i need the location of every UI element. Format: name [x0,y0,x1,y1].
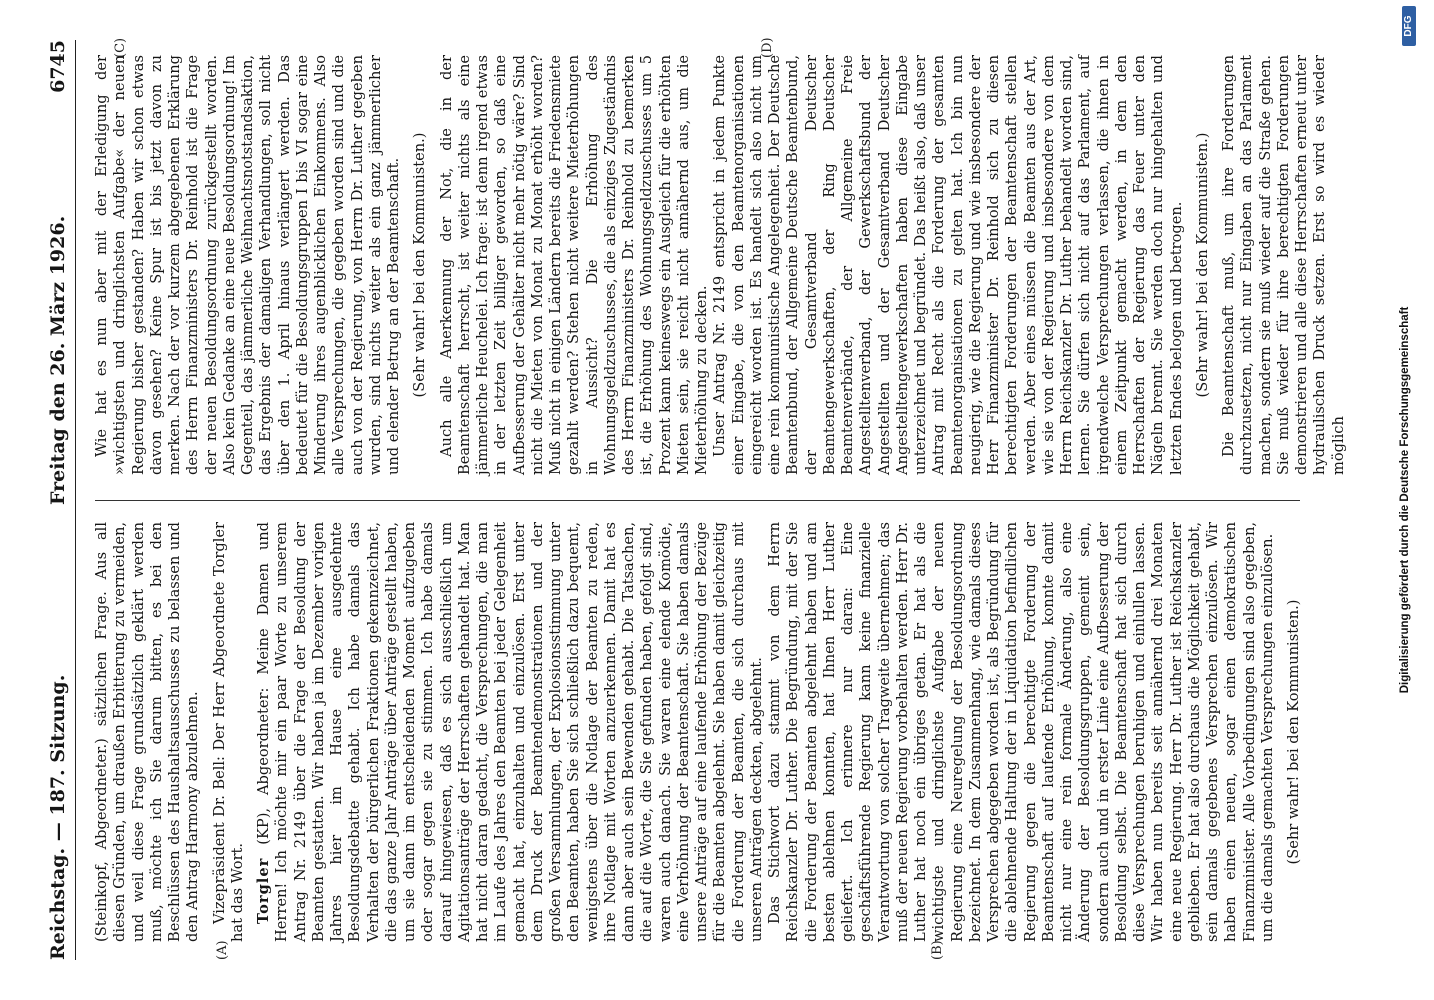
interjection: (Sehr wahr! bei den Kommunisten.) [411,132,429,398]
paragraph: Wie hat es nun aber mit der Erledigung der »wichtigsten und dringlichsten Aufgabe« der neuen Regierung bisher gestanden? Haben wir schon etwas davon gesehen? Keine Spur ist bis jetzt davon zu merken. Nach der vor kurzem abgegebenen Erklärung des Herrn Finanzministers Dr. Reinhold ist die Frage der neuen Besoldungsordnung zurückgestellt worden. Also kein Gedanke an eine neue Besoldungsordnung! Im Gegenteil, das jämmerliche Weihnachtsnotstandsaktion, das Ergebnis der damaligen Verhandlungen, soll nicht über den 1. April hinaus verlängert werden. Das bedeutet für die Besoldungsgruppen I bis VI sogar eine Minderung ihres augenblicklichen Einkommens. Also alle Versprechungen, die gegeben worden sind und die auch von der Regierung, von Herrn Dr. Luther gegeben wurden, sind nichts weiter als ein ganz jämmerlicher und elender Betrug an der Beamtenschaft. [93,55,402,475]
interjection: (Sehr wahr! bei den Kommunisten.) [1285,599,1302,865]
margin-mark-d: (D) [760,37,775,58]
left-column [93,522,1313,942]
page-number: 6745 [47,40,69,93]
column-divider [95,500,1300,501]
paragraph: Das Stichwort dazu stammt von dem Herrn Reichskanzler Dr. Luther. Die Begründung, mit der Sie die Forderung der Beamten abgelehnt haben und am besten ablehnen konnten, hat Ihnen Herr Luther geliefert. Ich erinnere nur daran: Eine geschäftsführende Regierung kann keine finanzielle Verantwortung von solcher Tragweite übernehmen; das muß der neuen Regierung vorbehalten werden. Herr Dr. Luther hat noch ein übriges getan. Er hat als die wichtigste und dringlichste Aufgabe der neuen Regierung eine Neuregelung der Besoldungsordnung bezeichnet. In dem Zusammenhang, wie damals dieses Versprechen abgegeben worden ist, als Begründung für die ablehnende Haltung der in Liquidation befindlichen Regierung gegen die berechtigte Forderung der Beamtenschaft auf laufende Erhöhung, konnte damit nicht nur eine rein formale Änderung, also eine Änderung der Besoldungsgruppen, gemeint sein, sondern auch und in erster Linie eine Aufbesserung der Besoldung selbst. Die Beamtenschaft hat sich durch diese Versprechungen beruhigen und einlullen lassen. Wir haben nun bereits seit annähernd drei Monaten eine neue Regierung. Herr Dr. Luther ist Reichskanzler geblieben. Er hat also durchaus die Möglichkeit gehabt, sein damals gegebenes Versprechen einzulösen. Wir haben einen neuen, sogar einen demokratischen Finanzminister. Alle Vorbedingungen sind also gegeben, um die damals gemachten Versprechungen einzulösen. [766,522,1276,942]
interjection: (Sehr wahr! bei den Kommunisten.) [1193,132,1211,398]
paragraph: Auch alle Anerkennung der Not, die in der Beamtenschaft herrscht, ist weiter nichts als eine jämmerliche Heuchelei. Ich frage: ist denn irgend etwas in der letzten Zeit billiger geworden, so daß eine Aufbesserung der Gehälter nicht mehr nötig wäre? Sind nicht die Mieten von Monat zu Monat erhöht worden? Muß nicht in einigen Ländern bereits die Friedensmiete gezahlt werden? Stehen nicht weitere Mieterhöhungen in Aussicht? Die Erhöhung des Wohnungsgeldzuschusses, die als einziges Zugeständnis des Herrn Finanzministers Dr. Reinhold zu bemerken ist, die Erhöhung des Wohnungsgeldzuschusses um 5 Prozent kann keineswegs ein Ausgleich für die erhöhten Mieten sein, sie reicht nicht annähernd aus, um die Mieterhöhung zu decken. [437,55,710,475]
margin-mark-c: (C) [113,37,128,58]
header-session: Reichstag. — 187. Sitzung. [47,674,69,960]
header-date: Freitag den 26. März 1926. [47,215,69,505]
margin-mark-a: (A) [215,940,230,960]
paragraph-vizepraesident: Vizepräsident Dr. Bell: Der Herr Abgeordnete Torgler hat das Wort. [210,522,246,942]
paragraph: (Steinkopf, Abgeordneter.) sätzlichen Frage. Aus all diesen Gründen, um draußen Erbitterung zu vermeiden, und weil diese Frage grundsätzlich geklärt werden muß, möchte ich Sie darum bitten, es bei den Beschlüssen des Haushaltsausschusses zu belassen und den Antrag Harmony abzulehnen. [93,522,202,942]
digitization-note: Digitalisierung gefördert durch die Deutsche Forschungsgemeinschaft [1399,306,1411,694]
running-header [39,40,76,960]
paragraph: Unser Antrag Nr. 2149 entspricht in jedem Punkte einer Eingabe, die von den Beamtenorganisationen eingereicht worden ist. Es handelt sich also nicht um eine rein kommunistische Angelegenheit. Der Deutsche Beamtenbund, der Allgemeine Deutsche Beamtenbund, der Gesamtverband Deutscher Beamtengewerkschaften, der Ring Deutscher Beamtenverbände, der Allgemeine Freie Angestelltenverband, der Gewerkschaftsbund der Angestellten und der Gesamtverband Deutscher Angestelltengewerkschaften haben diese Eingabe unterzeichnet und begründet. Das heißt also, daß unser Antrag mit Recht als die Forderung der gesamten Beamtenorganisationen zu gelten hat. Ich bin nun neugierig, wie die Regierung und wie insbesondere der Herr Finanzminister Dr. Reinhold sich zu diesen berechtigten Forderungen der Beamtenschaft stellen werden. Aber eines müssen die Beamten aus der Art, wie sie von der Regierung und insbesondere von dem Herrn Reichskanzler Dr. Luther behandelt worden sind, lernen. Sie dürfen sich nicht auf das Parlament, auf irgendwelche Versprechungen verlassen, die ihnen in einem Zeitpunkt gemacht werden, in dem den Herrschaften der Regierung das Feuer unter den Nägeln brennt. Sie werden doch nur hingehalten und letzten Endes belogen und betrogen. [711,55,1185,475]
paragraph: Die Beamtenschaft muß, um ihre Forderungen durchzusetzen, nicht nur Eingaben an das Parlament machen, sondern sie muß wieder auf die Straße gehen. Sie muß wieder für ihre berechtigten Forderungen demonstrieren und alle diese Herrschaften erneut unter hydraulischen Druck setzen. Erst so wird es wieder möglich [1220,55,1347,475]
right-column [93,55,1347,475]
speaker-name: Torgler [255,857,272,924]
dfg-logo-icon [1402,6,1416,46]
rotated-page [25,37,1347,960]
dfg-logo-text: DFG [1403,15,1414,37]
margin-mark-b: (B) [930,940,945,960]
paragraph: (KP), Abgeordneter: Meine Damen und Herren! Ich möchte mir ein paar Worte zu unserem Antrag Nr. 2149 über die Frage der Besoldung der Beamten gestatten. Wir haben ja im Dezember vorigen Jahres hier im Hause eine ausgedehnte Besoldungsdebatte gehabt. Ich habe damals das Verhalten der bürgerlichen Fraktionen gekennzeichnet, die das ganze Jahr Anträge über Anträge gestellt haben, um sie dann im entscheidenden Moment aufzugeben oder sogar gegen sie zu stimmen. Ich habe damals darauf hingewiesen, daß es sich ausschließlich um Agitationsanträge der Herrschaften gehandelt hat. Man hat nicht daran gedacht, die Versprechungen, die man im Laufe des Jahres den Beamten bei jeder Gelegenheit gemacht hat, einzuhalten und einzulösen. Erst unter dem Druck der Beamtendemonstrationen und der großen Versammlungen, der Explosionsstimmung unter den Beamten, haben Sie sich schließlich dazu bequemt, wenigstens über die Notlage der Beamten zu reden, ihre Notlage mit Worten anzuerkennen. Damit hat es dann aber auch sein Bewenden gehabt. Die Tatsachen, die auf die Worte, die Sie gefunden haben, gefolgt sind, waren auch danach. Sie waren eine elende Komödie, eine Verhöhnung der Beamtenschaft. Sie haben damals unsere Anträge auf eine laufende Erhöhung der Bezüge für die Beamten abgelehnt. Sie haben damit gleichzeitig die Forderung der Beamten, die sich durchaus mit unseren Anträgen deckten, abgelehnt. [255,522,765,942]
